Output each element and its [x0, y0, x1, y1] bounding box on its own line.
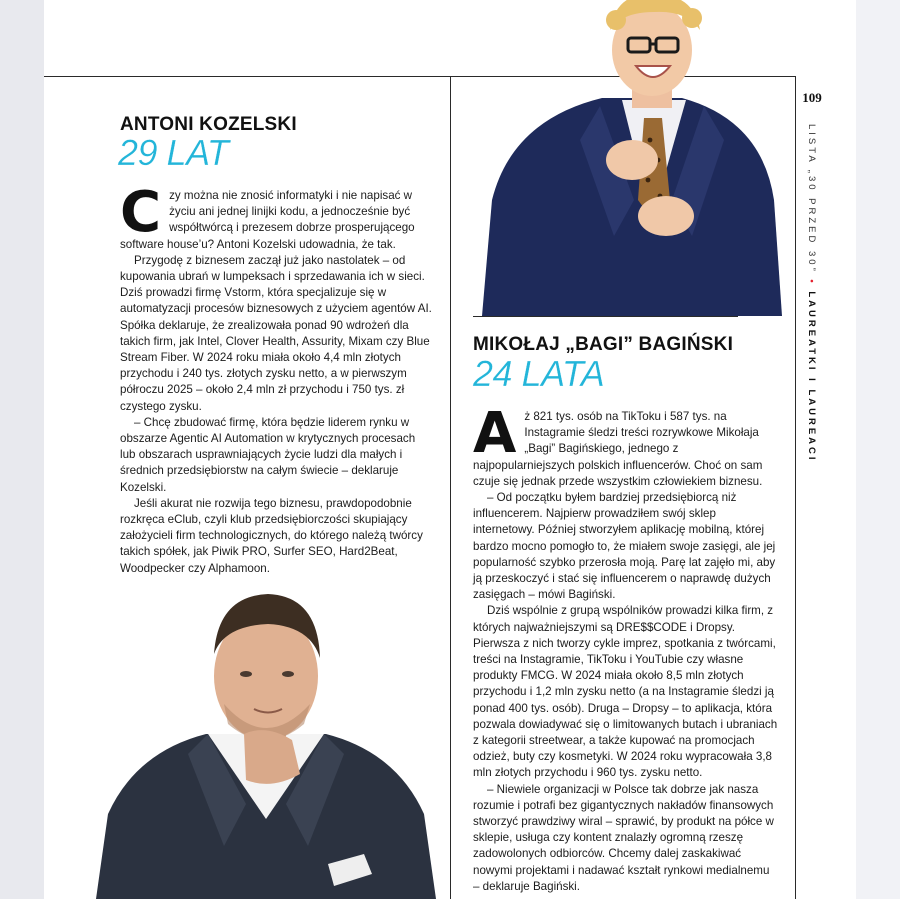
- right-profile-name: MIKOŁAJ „BAGI” BAGIŃSKI: [473, 334, 734, 355]
- right-drop-cap: A: [473, 401, 517, 466]
- right-paragraph: ż 821 tys. osób na TikToku i 587 tys. na Instagramie śledzi treści rozrywkowe Mikołaja „Bagi” Bagińskiego, jednego z najpopularniejszych polskich influencerów. Choć on sam czuje się jednak przede wszystkim człowiekiem biznesu.: [473, 410, 763, 488]
- left-profile-body: [120, 180, 432, 577]
- right-lead-paragraph: [473, 401, 778, 490]
- photo-bottom-rule: [473, 316, 738, 317]
- right-profile-body: [473, 401, 778, 895]
- left-drop-cap: C: [120, 180, 162, 245]
- left-paragraph: – Chcę zbudować firmę, która będzie liderem rynku w obszarze Agentic AI Automation w krytycznych procesach lub obszarach usprawniających życie ludzi dla małych i średnich przedsiębiorstw na całym świecie – deklaruje Kozelski.: [120, 415, 416, 494]
- left-paragraph: zy można nie znosić informatyki i nie napisać w życiu ani jednej linijki kodu, a jednocześnie być współtwórcą i prezesem dobrze prosperującego software house’u? Antoni Kozelski udowadnia, że tak.: [120, 189, 415, 251]
- section-label-separator: •: [806, 279, 817, 286]
- column-divider: [450, 76, 451, 899]
- page-number: 109: [802, 90, 822, 105]
- margin-divider: [795, 76, 796, 899]
- right-portrait-photo: [472, 0, 792, 316]
- right-paragraph: – Od początku byłem bardziej przedsiębiorcą niż influencerem. Najpierw prowadziłem swój sklep internetowy. Później stworzyłem aplikację mobilną, której bardzo mocno pomogło to, że miałem swoje zasięgi, ale jej popularność szybko przerosła moją. Parę lat zajęło mi, aby ją przeskoczyć i stać się influencerem o naprawdę dużych zasięgach – mówi Bagiński.: [473, 491, 776, 602]
- left-paragraph: Przygodę z biznesem zaczął już jako nastolatek – od kupowania ubrań w lumpeksach i sprzedawania ich w sieci. Dziś prowadzi firmę Vstorm, która specjalizuje się w automatyzacji procesów biznesowych z użyciem agentów AI. Spółka deklaruje, że zrealizowała ponad 90 wdrożeń dla takich firm, jak Intel, Clover Health, Assurity, Mixam czy Blue Stream Fiber. W 2024 roku miała około 4,4 mln złotych przychodu i 240 tys. złotych zysku netto, a w pierwszym półroczu 2025 – około 2,4 mln zł przychodu i 750 tys. zł czystego zysku.: [120, 253, 432, 413]
- left-paragraph: Jeśli akurat nie rozwija tego biznesu, prawdopodobnie rozkręca eClub, czyli klub przedsiębiorczości skupiający założycieli firm technologicznych, do którego należą twórcy takich spółek, jak Piwik PRO, Surfer SEO, Hard2Beat, Woodpecker czy Alphamoon.: [120, 496, 423, 575]
- right-paragraph: – Niewiele organizacji w Polsce tak dobrze jak nasza rozumie i potrafi bez gigantycznych nakładów finansowych stworzyć prawdziwy wiral – sprawić, by produkt na półce w sklepie, usługa czy kontent znalazły ogromną rzeszę zadowolonych odbiorców. Chcemy dalej zaskakiwać nowymi projektami i nadawać kształt rynkowi medialnemu – deklaruje Bagiński.: [473, 782, 774, 893]
- left-portrait-photo: [96, 574, 436, 899]
- section-label-prefix: LISTA „30 PRZED 30”: [806, 124, 817, 274]
- section-label-main: LAUREATKI I LAUREACI: [806, 291, 817, 463]
- right-paragraph: Dziś wspólnie z grupą wspólników prowadzi kilka firm, z których najważniejszymi są DRE$$CODE i Dropsy. Pierwsza z nich tworzy cykle imprez, spotkania z twórcami, treści na Instagramie, TikToku i YouTubie czy własne produkty FMCG. W 2024 miała około 8,5 mln złotych przychodu i 1,2 mln zysku netto (a na Instagramie śledzi ją ponad 400 tys. osób). Druga – Dropsy – to aplikacja, która pozwala dowiadywać się o limitowanych butach i ubraniach z kategorii streetwear, a także kupować na promocjach odzież, buty czy kosmetyki. W 2024 roku wypracowała 3,8 mln złotych przychodu i 960 tys. zysku netto.: [473, 604, 778, 780]
- section-label: [800, 124, 822, 504]
- left-lead-paragraph: [120, 180, 432, 253]
- page-edge: [856, 0, 900, 899]
- left-profile-name: ANTONI KOZELSKI: [120, 114, 297, 135]
- right-profile-age: 24 LATA: [473, 353, 605, 394]
- left-profile-age: 29 LAT: [118, 132, 229, 173]
